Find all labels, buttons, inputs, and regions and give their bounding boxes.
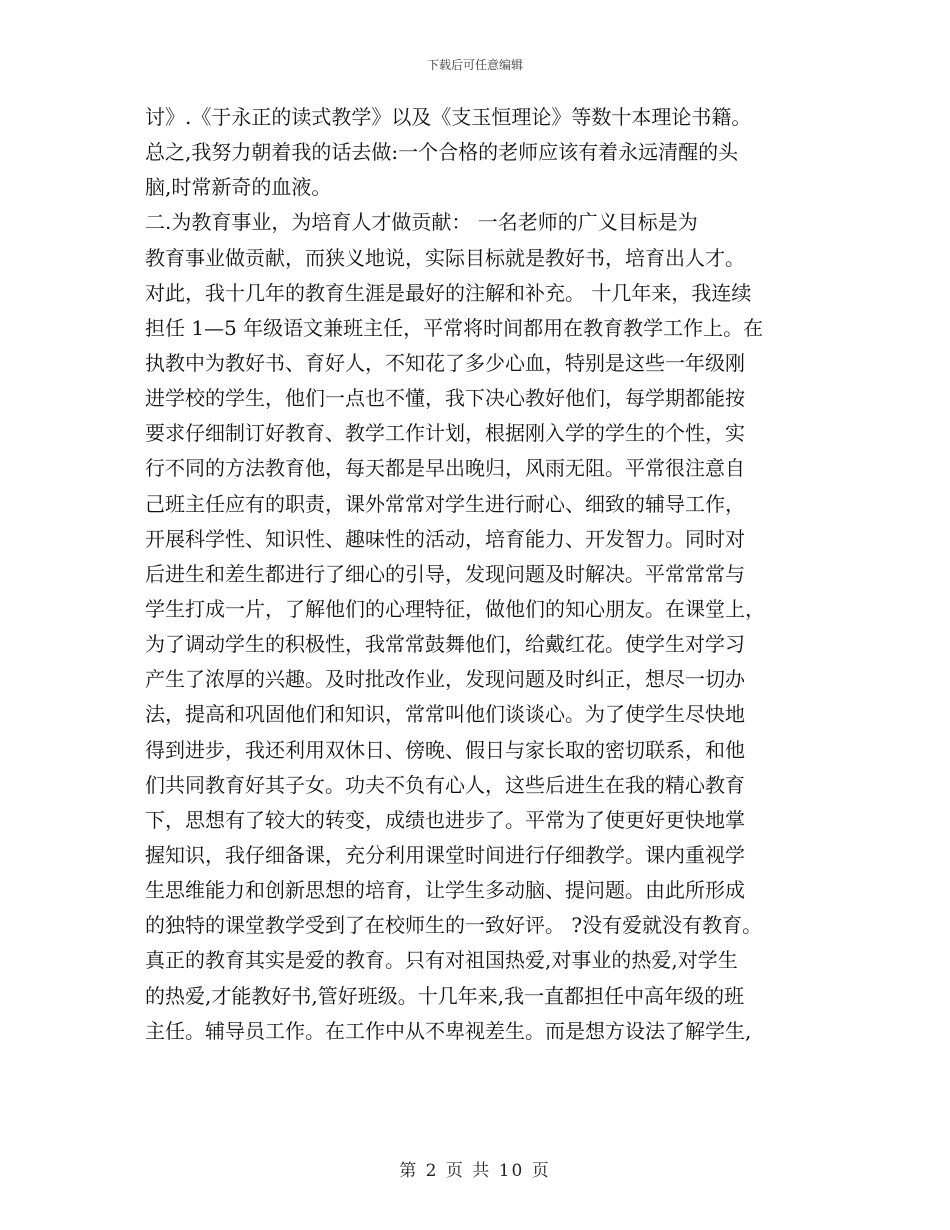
text-line: 对此，我十几年的教育生涯是最好的注解和补充。 十几年来，我连续	[145, 280, 752, 305]
text-line: 产生了浓厚的兴趣。及时批改作业，发现问题及时纠正，想尽一切办	[145, 667, 745, 692]
text-line: 生思维能力和创新思想的培育，让学生多动脑、提问题。由此所形成	[145, 878, 745, 903]
text-line: 总之,我努力朝着我的话去做:一个合格的老师应该有着永远清醒的头	[145, 140, 739, 165]
text-line: 得到进步，我还利用双休日、傍晚、假日与家长取的密切联系，和他	[145, 737, 745, 762]
text-line: 开展科学性、知识性、趣味性的活动，培育能力、开发智力。同时对	[145, 526, 745, 551]
text-line: 法，提高和巩固他们和知识，常常叫他们谈谈心。为了使学生尽快地	[145, 702, 745, 727]
text-line: 握知识，我仔细备课，充分利用课堂时间进行仔细教学。课内重视学	[145, 842, 745, 867]
text-line: 执教中为教好书、育好人，不知花了多少心血，特别是这些一年级刚	[145, 350, 745, 375]
text-line: 下，思想有了较大的转变，成绩也进步了。平常为了使更好更快地掌	[145, 807, 745, 832]
text-line: 后进生和差生都进行了细心的引导，发现问题及时解决。平常常常与	[145, 561, 745, 586]
text-line: 担任 1—5 年级语文兼班主任，平常将时间都用在教育教学工作上。在	[145, 315, 764, 340]
text-line: 真正的教育其实是爱的教育。只有对祖国热爱,对事业的热爱,对学生	[145, 948, 738, 973]
text-line: 进学校的学生，他们一点也不懂，我下决心教好他们，每学期都能按	[145, 386, 745, 411]
text-line: 教育事业做贡献，而狭义地说，实际目标就是教好书，培育出人才。	[145, 245, 745, 270]
text-line: 主任。辅导员工作。在工作中从不卑视差生。而是想方设法了解学生,	[145, 1018, 752, 1043]
text-line: 二.为教育事业，为培育人才做贡献： 一名老师的广义目标是为	[145, 210, 698, 235]
text-line: 行不同的方法教育他，每天都是早出晚归，风雨无阻。平常很注意自	[145, 456, 745, 481]
text-line: 们共同教育好其子女。功夫不负有心人，这些后进生在我的精心教育	[145, 772, 745, 797]
text-line: 的独特的课堂教学受到了在校师生的一致好评。 ?没有爱就没有教育。	[145, 913, 763, 938]
document-body	[145, 100, 810, 1049]
text-line: 为了调动学生的积极性，我常常鼓舞他们，给戴红花。使学生对学习	[145, 632, 745, 657]
text-line: 己班主任应有的职责，课外常常对学生进行耐心、细致的辅导工作，	[145, 491, 745, 516]
text-line: 讨》.《于永正的读式教学》以及《支玉恒理论》等数十本理论书籍。	[145, 105, 752, 129]
page-header-note: 下载后可任意编辑	[426, 58, 523, 72]
text-line: 要求仔细制订好教育、教学工作计划，根据刚入学的学生的个性，实	[145, 421, 745, 446]
text-line: 脑,时常新奇的血液。	[145, 175, 332, 200]
page-number: 第 2 页 共 10 页	[399, 1161, 551, 1181]
text-line: 的热爱,才能教好书,管好班级。十几年来,我一直都担任中高年级的班	[145, 983, 745, 1008]
text-line: 学生打成一片，了解他们的心理特征，做他们的知心朋友。在课堂上，	[145, 596, 765, 621]
